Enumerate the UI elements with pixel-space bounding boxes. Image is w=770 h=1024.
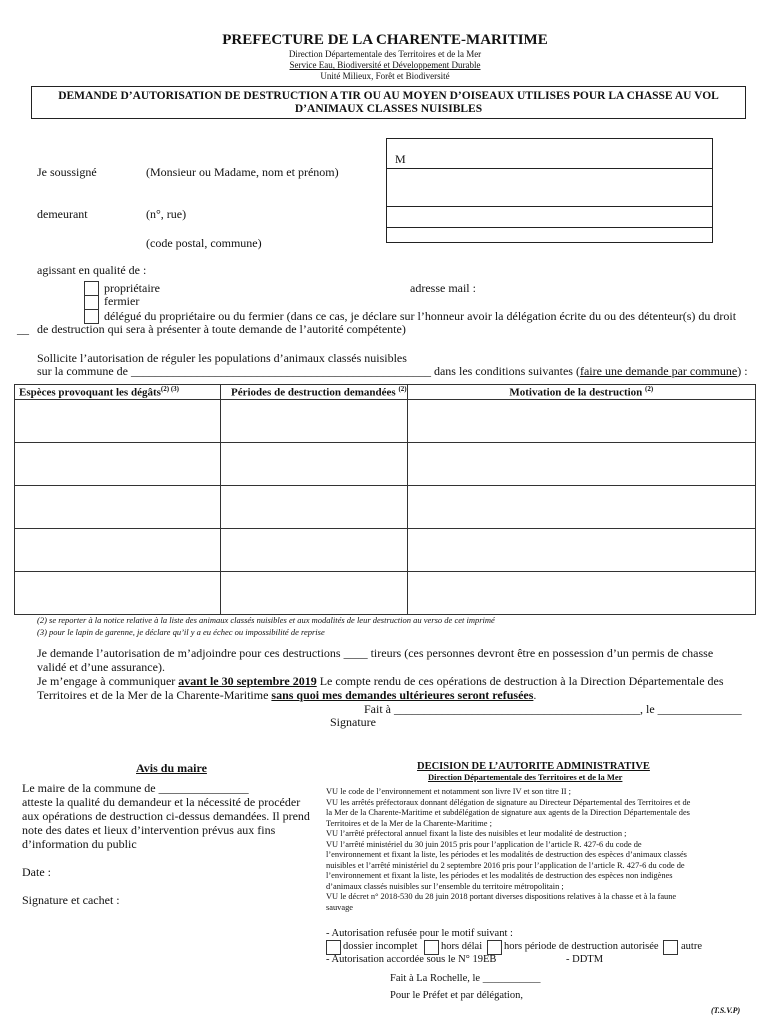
adjoindre-line-1: Je demande l’autorisation de m’adjoindre pour ces destructions ____ tireurs (ces personnes devront être en possession d’un permis de chasse [37, 646, 714, 660]
refusal-warning: sans quoi mes demandes ultérieures seront refusées [271, 688, 534, 702]
periodes-cell[interactable] [221, 572, 408, 615]
fermier-checkbox[interactable] [84, 295, 99, 310]
motivation-cell[interactable] [407, 443, 755, 486]
sollicite-line-2 [37, 364, 748, 379]
especes-cell[interactable] [15, 443, 221, 486]
conditions-note: faire une demande par commune [579, 364, 738, 378]
autre-label: autre [681, 941, 702, 952]
form-title-line-1: DEMANDE D’AUTORISATION DE DESTRUCTION A TIR OU AU MOYEN D’OISEAUX UTILISES POUR LA CHASSE AU VOL [58, 90, 719, 102]
soussigne-hint: (Monsieur ou Madame, nom et prénom) [146, 165, 339, 179]
tsvp-mark: (T.S.V.P) [711, 1006, 741, 1015]
commune-label: sur la commune de [37, 364, 128, 378]
refus-label: - Autorisation refusée pour le motif suivant : [326, 928, 513, 939]
table-row [15, 529, 756, 572]
vu-line: VU le code de l’environnement et notamment son livre IV et son titre II ; [326, 787, 571, 796]
vu-line: Territoires et de la Mer de la Charente-Maritime ; [326, 818, 492, 828]
maire-signature-label: Signature et cachet : [22, 893, 120, 907]
unite-line: Unité Milieux, Forêt et Biodiversité [320, 71, 450, 81]
vu-list [326, 787, 690, 913]
destruction-table [14, 384, 756, 615]
especes-cell[interactable] [15, 529, 221, 572]
qualite-label: agissant en qualité de : [37, 263, 147, 277]
service-line: Service Eau, Biodiversité et Développement Durable [289, 60, 481, 70]
commune-field[interactable] [387, 227, 710, 241]
accord-label: - Autorisation accordée sous le N° 19EB [326, 954, 497, 965]
table-row [15, 443, 756, 486]
fait-line[interactable]: Fait à _________________________________________, le ______________ [364, 702, 742, 716]
table-row [15, 486, 756, 529]
table-row [15, 400, 756, 443]
vu-line: la Mer de la Charente-Maritime et subdélégation de signature aux agents de la Direction Départementale des [326, 808, 690, 817]
demeurant-label: demeurant [37, 207, 88, 221]
delegue-label-2: de destruction qui sera à présenter à toute demande de l’autorité compétente) [37, 322, 406, 336]
left-mark: __ [17, 322, 29, 336]
maire-line-2: atteste la qualité du demandeur et la nécessité de procéder [22, 795, 301, 809]
hors-delai-checkbox[interactable] [424, 940, 439, 955]
motivation-cell[interactable] [407, 529, 755, 572]
proprietaire-label: propriétaire [104, 281, 160, 295]
engage-line-2: Territoires et de la Mer de la Charente-Maritime sans quoi mes demandes ultérieures seront refusées. [37, 688, 537, 702]
periodes-cell[interactable] [221, 443, 408, 486]
hors-periode-label: hors période de destruction autorisée [504, 941, 659, 952]
ddtm-label: - DDTM [566, 954, 604, 965]
col-periodes-header: Périodes de destruction demandées $^{(2)}$ [221, 385, 408, 400]
commune-blank[interactable]: __________________________________________________ [130, 364, 431, 378]
hors-delai-label: hors délai [441, 941, 483, 952]
motivation-cell[interactable] [407, 486, 755, 529]
maire-line-4: note des dates et lieux d’intervention prévus aux fins [22, 823, 276, 837]
maire-date-label: Date : [22, 865, 51, 879]
maire-line-1[interactable]: Le maire de la commune de _______________ [22, 781, 249, 795]
periodes-cell[interactable] [221, 486, 408, 529]
adjoindre-line-2: validé et d’une assurance). [37, 660, 165, 674]
decision-title: DECISION DE L’AUTORITE ADMINISTRATIVE [417, 761, 650, 772]
prefecture-title: PREFECTURE DE LA CHARENTE-MARITIME [222, 32, 548, 48]
vu-line: nuisibles et l’arrêté ministériel du 2 septembre 2016 pris pour l’application de l’article R. 427-6 du code de [326, 860, 685, 870]
dossier-incomplet-checkbox[interactable] [326, 940, 341, 955]
vu-line: sauvage [326, 902, 353, 912]
name-field[interactable] [387, 169, 710, 197]
decision-fait-line: Fait à La Rochelle, le ___________ [390, 973, 541, 984]
engage-line-1: Je m’engage à communiquer avant le 30 septembre 2019 Le compte rendu de ces opérations de destruction à la Direction Départementale des [37, 674, 724, 688]
vu-line: l’environnement et fixant la liste, les périodes et les modalités de destruction des espèces d’animaux classés [326, 850, 687, 859]
col-especes-header: Espèces provoquant les dégâts$^{(2) (3)}$ [15, 385, 221, 400]
demeurant-hint: (n°, rue) [146, 207, 187, 221]
especes-cell[interactable] [15, 486, 221, 529]
autre-checkbox[interactable] [663, 940, 678, 955]
conditions-end: ) : [737, 364, 748, 378]
direction-line: Direction Départementale des Territoires et de la Mer [288, 49, 482, 59]
proprietaire-checkbox[interactable] [84, 281, 99, 296]
delegue-label: délégué du propriétaire ou du fermier (dans ce cas, je déclare sur l’honneur avoir la délégation écrite du ou des détenteur(s) du droit [104, 309, 737, 323]
vu-line: VU le décret n° 2018-530 du 28 juin 2018 portant diverses dispositions relatives à la chasse et à la faune [326, 892, 677, 901]
decision-subtitle: Direction Départementale des Territoires et de la Mer [428, 772, 623, 782]
col-motivation-header: Motivation de la destruction $^{(2)}$ [407, 385, 755, 400]
vu-line: VU l’arrêté ministériel du 30 juin 2015 pris pour l’application de l’article R. 427-6 du code de [326, 839, 642, 849]
vu-line: l’environnement et fixant la liste, les périodes et les modalités de destruction des espèces non indigènes [326, 871, 673, 880]
conditions-label: dans les conditions suivantes ( [433, 364, 580, 378]
periodes-cell[interactable] [221, 529, 408, 572]
maire-line-5: d’information du public [22, 837, 137, 851]
motivation-cell[interactable] [407, 572, 755, 615]
commune-hint: (code postal, commune) [146, 236, 262, 250]
fermier-label: fermier [104, 294, 140, 308]
table-row [15, 572, 756, 615]
deadline-date: avant le 30 septembre 2019 [178, 674, 317, 688]
avis-maire-title: Avis du maire [136, 761, 207, 775]
soussigne-label: Je soussigné [37, 165, 97, 179]
hors-periode-checkbox[interactable] [487, 940, 502, 955]
sollicite-line-1: Sollicite l’autorisation de réguler les populations d’animaux classés nuisibles [37, 351, 407, 365]
especes-cell[interactable] [15, 572, 221, 615]
note-3: (3) pour le lapin de garenne, je déclare qu’il y a eu échec ou impossibilité de reprise [37, 627, 325, 637]
pour-prefet-line: Pour le Préfet et par délégation, [390, 990, 523, 1001]
street-field[interactable] [387, 206, 710, 226]
vu-line: d’animaux classés nuisibles sur l’ensemble du territoire métropolitain ; [326, 881, 564, 891]
especes-cell[interactable] [15, 400, 221, 443]
form-title-box [31, 86, 746, 119]
vu-line: VU les arrêtés préfectoraux donnant délégation de signature au Directeur Départemental des Territoires et de [326, 797, 691, 807]
note-2: (2) se reporter à la notice relative à la liste des animaux classés nuisibles et aux modalités de leur destruction au verso de cet imprimé [37, 615, 495, 625]
table-header-row [15, 385, 756, 400]
vu-line: VU l’arrêté préfectoral annuel fixant la liste des nuisibles et leur modalité de destruction ; [326, 829, 627, 838]
form-title-line-2: D’ANIMAUX CLASSES NUISIBLES [294, 103, 483, 115]
dossier-incomplet-label: dossier incomplet [343, 941, 418, 952]
periodes-cell[interactable] [221, 400, 408, 443]
signature-label: Signature [330, 715, 376, 729]
maire-line-3: aux opérations de destruction ci-dessus demandées. Il prend [22, 809, 310, 823]
motivation-cell[interactable] [407, 400, 755, 443]
m-prefix: M [395, 152, 406, 166]
email-label: adresse mail : [410, 281, 476, 295]
